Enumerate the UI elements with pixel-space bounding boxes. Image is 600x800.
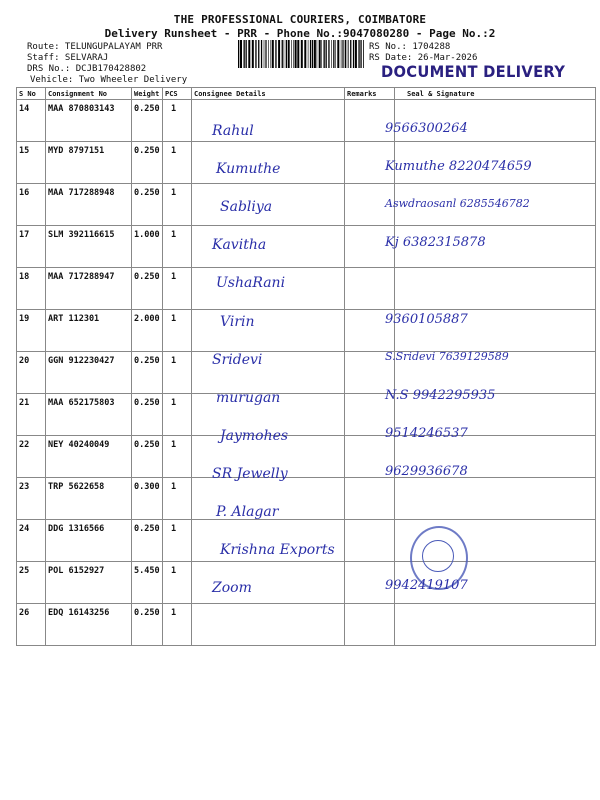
cell-weight: 0.250 [132, 604, 163, 646]
barcode-bar [337, 40, 339, 68]
cell-consignment-no: GGN 912230427 [46, 352, 132, 394]
cell-consignee [192, 310, 345, 352]
cell-weight: 0.250 [132, 268, 163, 310]
table-row [17, 226, 596, 268]
cell-pcs: 1 [163, 268, 192, 310]
cell-remarks [345, 268, 395, 310]
cell-pcs: 1 [163, 478, 192, 520]
cell-pcs: 1 [163, 226, 192, 268]
barcode-bar [266, 40, 267, 68]
barcode [238, 40, 364, 68]
barcode-bar [355, 40, 357, 68]
cell-sno: 17 [17, 226, 46, 268]
rs-no-label: RS No.: 1704288 [369, 42, 451, 52]
cell-weight: 0.250 [132, 436, 163, 478]
cell-weight: 0.250 [132, 520, 163, 562]
cell-consignment-no: MAA 652175803 [46, 394, 132, 436]
handwritten-consignee: Virin [220, 313, 255, 330]
cell-weight: 0.300 [132, 478, 163, 520]
cell-sno: 16 [17, 184, 46, 226]
cell-consignment-no: MAA 870803143 [46, 100, 132, 142]
cell-consignment-no: TRP 5622658 [46, 478, 132, 520]
cell-consignment-no: MYD 8797151 [46, 142, 132, 184]
barcode-bar [293, 40, 294, 68]
barcode-bar [246, 40, 247, 68]
cell-weight: 1.000 [132, 226, 163, 268]
cell-consignment-no: NEY 40240049 [46, 436, 132, 478]
barcode-bar [278, 40, 280, 68]
handwritten-signature: 9566300264 [385, 121, 468, 136]
barcode-bar [248, 40, 250, 68]
col-consignment: Consignment No [46, 88, 132, 100]
barcode-bar [295, 40, 297, 68]
cell-pcs: 1 [163, 520, 192, 562]
table-row [17, 268, 596, 310]
cell-sno: 15 [17, 142, 46, 184]
drs-label: DRS No.: DCJB170428802 [27, 64, 147, 74]
table-row [17, 478, 596, 520]
table-row [17, 394, 596, 436]
table-header-row [17, 88, 596, 100]
table-row [17, 100, 596, 142]
barcode-bar [297, 40, 299, 68]
handwritten-signature: Aswdraosanl 6285546782 [385, 197, 530, 211]
barcode-bar [244, 40, 245, 68]
cell-weight: 5.450 [132, 562, 163, 604]
barcode-bar [319, 40, 321, 68]
cell-pcs: 1 [163, 562, 192, 604]
cell-signature [395, 268, 596, 310]
route-label: Route: TELUNGUPALAYAM PRR [27, 42, 163, 52]
vehicle-label: Vehicle: Two Wheeler Delivery [30, 75, 188, 85]
barcode-bar [255, 40, 256, 68]
barcode-bar [321, 40, 322, 68]
handwritten-signature: Kumuthe 8220474659 [385, 159, 532, 175]
barcode-bar [252, 40, 254, 68]
barcode-bar [317, 40, 318, 68]
cell-sno: 21 [17, 394, 46, 436]
staff-label: Staff: SELVARAJ [27, 53, 109, 63]
seal-stamp-inner [422, 540, 454, 572]
cell-pcs: 1 [163, 142, 192, 184]
handwritten-consignee: UshaRani [216, 275, 286, 292]
barcode-bar [341, 40, 342, 68]
cell-sno: 26 [17, 604, 46, 646]
barcode-bar [268, 40, 269, 68]
barcode-bar [271, 40, 272, 68]
barcode-bar [331, 40, 332, 68]
cell-weight: 0.250 [132, 352, 163, 394]
col-weight: Weight [132, 88, 163, 100]
barcode-bar [291, 40, 292, 68]
cell-pcs: 1 [163, 604, 192, 646]
cell-consignee [192, 604, 345, 646]
runsheet-subtitle: Delivery Runsheet - PRR - Phone No.:9047080280 - Page No.:2 [104, 27, 496, 40]
cell-pcs: 1 [163, 352, 192, 394]
cell-remarks [345, 478, 395, 520]
barcode-bar [345, 40, 346, 68]
barcode-bar [358, 40, 359, 68]
cell-signature [395, 478, 596, 520]
cell-sno: 22 [17, 436, 46, 478]
barcode-bar [350, 40, 351, 68]
barcode-bar [308, 40, 309, 68]
barcode-bar [363, 40, 364, 68]
barcode-bar [304, 40, 306, 68]
cell-pcs: 1 [163, 184, 192, 226]
handwritten-signature: 9360105887 [385, 311, 468, 327]
barcode-bar [314, 40, 316, 68]
barcode-bar [342, 40, 343, 68]
handwritten-signature: 9942419107 [385, 578, 468, 594]
handwritten-signature: Kj 6382315878 [385, 235, 486, 251]
cell-sno: 24 [17, 520, 46, 562]
barcode-bar [348, 40, 349, 68]
cell-pcs: 1 [163, 100, 192, 142]
cell-sno: 25 [17, 562, 46, 604]
document-delivery-stamp: DOCUMENT DELIVERY [381, 62, 566, 81]
handwritten-consignee: Sridevi [212, 351, 263, 368]
cell-signature [395, 604, 596, 646]
barcode-bar [261, 40, 262, 68]
handwritten-consignee: SR Jewelly [212, 465, 288, 482]
handwritten-signature: N.S 9942295935 [385, 387, 496, 403]
cell-remarks [345, 520, 395, 562]
company-title: THE PROFESSIONAL COURIERS, COIMBATORE [173, 13, 427, 26]
handwritten-signature: S.Sridevi 7639129589 [385, 349, 509, 363]
barcode-bar [353, 40, 354, 68]
cell-consignment-no: MAA 717288947 [46, 268, 132, 310]
cell-weight: 2.000 [132, 310, 163, 352]
cell-weight: 0.250 [132, 100, 163, 142]
handwritten-consignee: Kavitha [212, 237, 267, 254]
handwritten-consignee: Kumuthe [216, 161, 281, 178]
barcode-bar [301, 40, 303, 68]
handwritten-signature: 9514246537 [385, 425, 468, 441]
table-row [17, 562, 596, 604]
cell-sno: 20 [17, 352, 46, 394]
barcode-bar [310, 40, 311, 68]
barcode-bar [360, 40, 361, 68]
barcode-bar [335, 40, 336, 68]
rs-date-label: RS Date: 26-Mar-2026 [369, 53, 478, 63]
barcode-bar [328, 40, 329, 68]
col-sno: S No [17, 88, 46, 100]
cell-consignment-no: SLM 392116615 [46, 226, 132, 268]
barcode-bar [282, 40, 283, 68]
handwritten-consignee: P. Alagar [216, 504, 279, 520]
handwritten-consignee: Krishna Exports [220, 542, 335, 559]
barcode-bar [288, 40, 290, 68]
cell-consignment-no: ART 112301 [46, 310, 132, 352]
cell-weight: 0.250 [132, 142, 163, 184]
barcode-bar [326, 40, 327, 68]
col-consignee: Consignee Details [192, 88, 345, 100]
table-row [17, 310, 596, 352]
barcode-bar [240, 40, 242, 68]
cell-sno: 19 [17, 310, 46, 352]
table-row [17, 604, 596, 646]
cell-sno: 23 [17, 478, 46, 520]
cell-pcs: 1 [163, 394, 192, 436]
cell-consignment-no: MAA 717288948 [46, 184, 132, 226]
barcode-bar [347, 40, 348, 68]
barcode-bar [258, 40, 259, 68]
cell-consignment-no: DDG 1316566 [46, 520, 132, 562]
col-pcs: PCS [163, 88, 192, 100]
barcode-bar [324, 40, 325, 68]
cell-pcs: 1 [163, 436, 192, 478]
table-row [17, 436, 596, 478]
cell-remarks [345, 604, 395, 646]
handwritten-consignee: Rahul [212, 123, 254, 139]
barcode-bar [275, 40, 276, 68]
cell-sno: 14 [17, 100, 46, 142]
barcode-bar [272, 40, 274, 68]
cell-pcs: 1 [163, 310, 192, 352]
barcode-bar [286, 40, 287, 68]
cell-sno: 18 [17, 268, 46, 310]
barcode-bar [284, 40, 285, 68]
handwritten-consignee: murugan [216, 389, 281, 406]
barcode-bar [343, 40, 344, 68]
cell-consignment-no: POL 6152927 [46, 562, 132, 604]
handwritten-consignee: Zoom [212, 580, 252, 597]
barcode-bar [312, 40, 313, 68]
barcode-bar [333, 40, 334, 68]
cell-weight: 0.250 [132, 184, 163, 226]
barcode-bar [238, 40, 239, 68]
barcode-bar [264, 40, 265, 68]
barcode-bar [265, 40, 266, 68]
cell-weight: 0.250 [132, 394, 163, 436]
cell-consignment-no: EDQ 16143256 [46, 604, 132, 646]
col-signature: Seal & Signature [395, 88, 596, 100]
handwritten-signature: 9629936678 [385, 463, 468, 479]
handwritten-consignee: Jaymohes [220, 427, 289, 444]
col-remarks: Remarks [345, 88, 395, 100]
handwritten-consignee: Sabliya [220, 199, 273, 216]
